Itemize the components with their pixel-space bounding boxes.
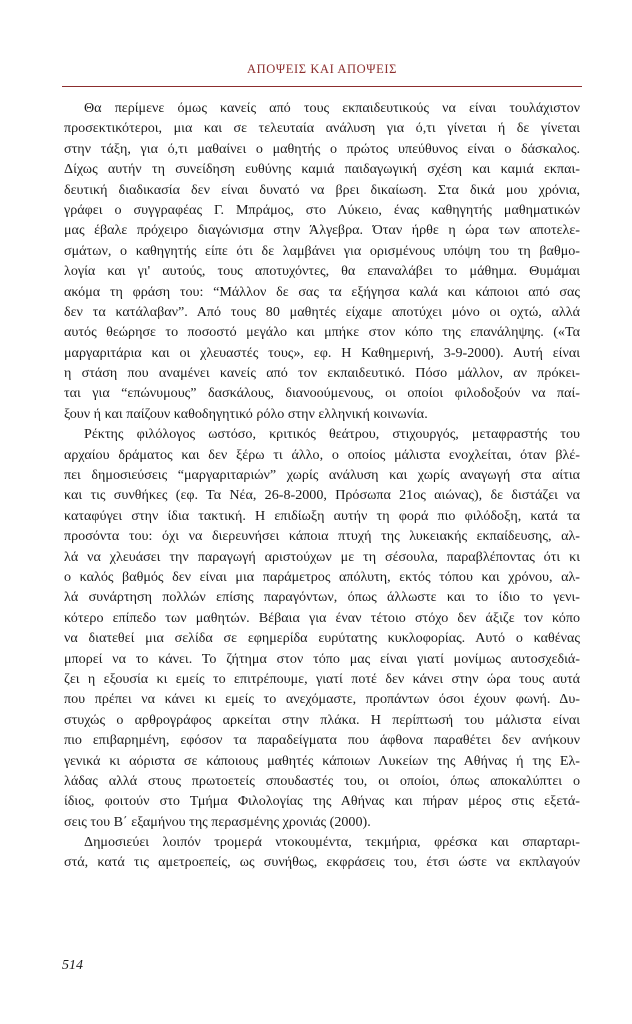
text-line: πει δημοσιεύσεις “μαργαριταριών” χωρίς ανάλυση και χωρίς αναγωγή στα αίτια: [64, 467, 580, 484]
text-line: να διατεθεί μια σελίδα σε εφημερίδα ευρύτατης κυκλοφορίας. Αυτό ο καθένας: [64, 630, 580, 647]
text-line: λογία και γι' αυτούς, τους αποτυχόντες, θα επαναλάβει το μάθημα. Θυμάμαι: [64, 263, 580, 280]
paragraph: [64, 424, 580, 832]
page-number: 514: [62, 958, 83, 973]
text-line: λά να χλευάσει την παραγωγή αριστούχων με τη σέσουλα, παραβλέποντας ότι κι: [64, 548, 580, 565]
text-line: μας έβαλε πρόχειρο διαγώνισμα στην Άλγεβρα. Όταν ήρθε η ώρα των αποτελε-: [64, 222, 580, 239]
text-line: μπορεί να το κάνει. Το ζήτημα στον τόπο μας είναι γιατί μονίμως αυτοσχεδιά-: [64, 650, 580, 667]
text-line: πιο επιβαρημένη, εφόσον τα παραδείγματα που άφθονα παραθέτει δεν ανήκουν: [64, 732, 580, 749]
text-line: λά συνάρτηση πολλών επίσης παραγόντων, όπως άλλωστε και το ίδιο το γενι-: [64, 589, 580, 606]
text-line: σμάτων, ο καθηγητής είπε ότι δε λαμβάνει για ορισμένους υπόψη του τη βαθμο-: [64, 242, 580, 259]
text-line: ίδιος, φοιτούν στο Τμήμα Φιλολογίας της Αθήνας και πήραν μέρος στις εξετά-: [64, 793, 580, 810]
header-rule: [62, 86, 582, 87]
text-line: γενικά κι αόριστα σε κάποιους μαθητές κάποιων Λυκείων της Αθήνας ή της Ελ-: [64, 752, 580, 769]
text-line: ο καλός βαθμός δεν είναι μια παράμετρος απόλυτη, εκτός τόπου και χρόνου, αλ-: [64, 568, 580, 585]
running-head: ΑΠΟΨΕΙΣ ΚΑΙ ΑΠΟΨΕΙΣ: [247, 62, 397, 76]
text-line: Δίχως αυτήν τη συνείδηση ευθύνης καμιά παιδαγωγική σχέση και καμιά εκπαι-: [64, 161, 580, 178]
text-line: στην τάξη, για ό,τι μαθαίνει ο μαθητής ο πρώτος υπεύθυνος είναι ο δάσκαλος.: [64, 140, 580, 157]
paragraph: [64, 832, 580, 873]
text-line: στυχώς ο αρθρογράφος αρκείται στην πλάκα. Η περίπτωσή του μάλιστα είναι: [64, 711, 580, 728]
paragraph: [64, 98, 580, 424]
text-line: αυτός θεώρησε το ποσοστό μεγάλο και μπήκε στον κόπο της επανάληψης. («Τα: [64, 324, 580, 341]
text-line: λάδας αλλά στους πρωτοετείς σπουδαστές του, οι οποίοι, όπως αποκαλύπτει ο: [64, 772, 580, 789]
text-line: ζει η εξουσία κι εμείς το επιτρέπουμε, γιατί ποτέ δεν κάνει στην ώρα τους αυτά: [64, 670, 580, 687]
text-line: ται για “επώνυμους” δασκάλους, διανοούμενους, οι οποίοι φιλοδοξούν να παί-: [64, 385, 580, 402]
text-line: ακόμα τη φράση του: “Μάλλον δε σας τα εξήγησα καλά και κάποιοι από σας: [64, 283, 580, 300]
text-line: μαργαριτάρια και οι χλευαστές τους», εφ. Η Καθημερινή, 3-9-2000). Αυτή είναι: [64, 344, 580, 361]
text-line: προσεκτικότεροι, μια και σε τελευταία ανάλυση για ό,τι γίνεται ή δε γίνεται: [64, 120, 580, 137]
text-line: καταφύγει στην ίδια τακτική. Η επιδίωξη αυτήν τη φορά πιο φιλόδοξη, κατά τα: [64, 507, 580, 524]
text-line: που πρέπει να κάνει κι εμείς το ανεχόμαστε, προπάντων όσοι έχουν φωνή. Δυ-: [64, 691, 580, 708]
text-line: Δημοσιεύει λοιπόν τρομερά ντοκουμέντα, τεκμήρια, φρέσκα και σπαρταρι-: [84, 834, 580, 851]
text-line: προσόντα του: όχι να διερευνήσει κάποια πτυχή της λυκειακής εκπαίδευσης, αλ-: [64, 528, 580, 545]
text-line: και τις συνθήκες (εφ. Τα Νέα, 26-8-2000, Πρόσωπα 21ος αιώνας), δε διστάζει να: [64, 487, 580, 504]
text-line: σεις του Β΄ εξαμήνου της περασμένης χρονιάς (2000).: [64, 813, 371, 830]
text-line: δευτική διαδικασία δεν είναι δυνατό να βρει δικαίωση. Στα δικά μου χρόνια,: [64, 181, 580, 198]
text-line: Θα περίμενε όμως κανείς από τους εκπαιδευτικούς να είναι τουλάχιστον: [84, 100, 580, 116]
text-line: γράφει ο συγγραφέας Γ. Μπράμος, στο Λύκειο, ένας καθηγητής μαθηματικών: [64, 201, 580, 218]
text-line: αρχαίου δράματος και δεν ξέρω τι άλλο, ο οποίος μάλιστα ενοχλείται, όταν βλέ-: [64, 446, 580, 463]
text-line: στά, κατά τις αμετροεπείς, ως συνήθως, εκφράσεις του, έτσι ώστε να εκπλαγούν: [64, 854, 580, 871]
text-line: η στάση που αναμένει κανείς από τον εκπαιδευτικό. Πόσο μάλλον, αν πρόκει-: [64, 365, 580, 382]
body-text: [64, 98, 580, 873]
text-line: δεν τα κατάλαβαν”. Από τους 80 μαθητές είχαμε αποτύχει μόνο οι οχτώ, αλλά: [64, 303, 580, 320]
text-line: κότερο επίπεδο των μαθητών. Βέβαια για έναν τέτοιο στόχο δεν άξιζε τον κόπο: [64, 609, 580, 626]
text-line: Ρέκτης φιλόλογος ωστόσο, κριτικός θεάτρου, στιχουργός, μεταφραστής του: [84, 426, 580, 443]
text-line: ξουν ή και παίζουν καθοδηγητικό ρόλο στην ελληνική κοινωνία.: [64, 405, 428, 422]
